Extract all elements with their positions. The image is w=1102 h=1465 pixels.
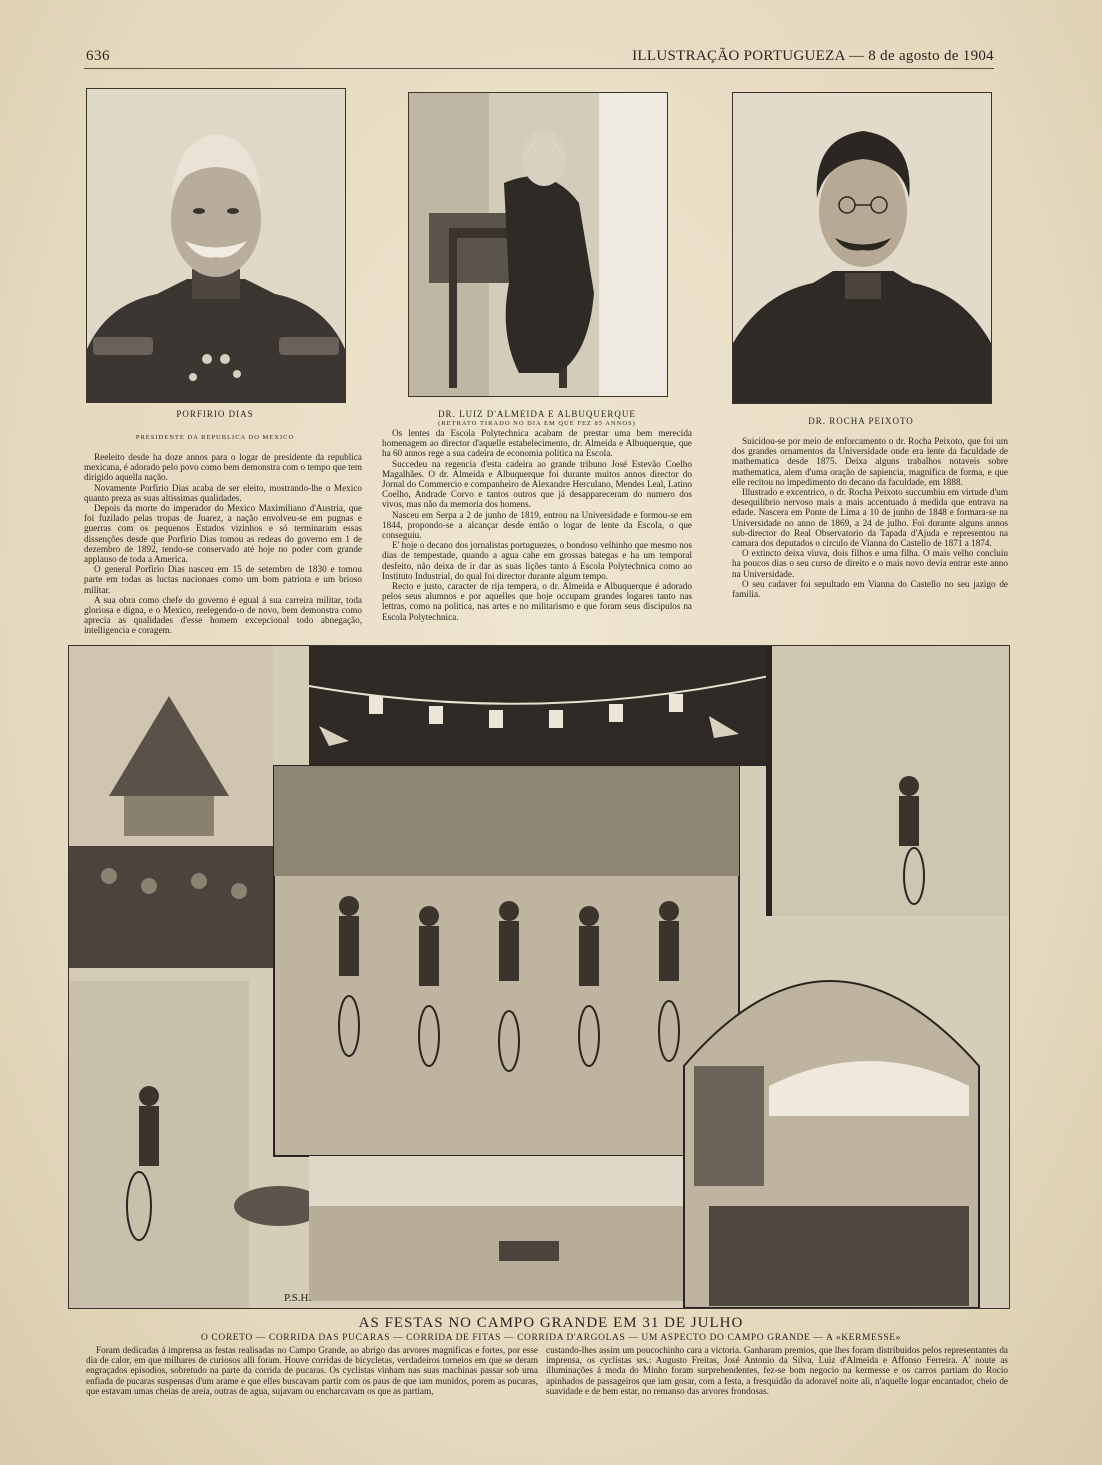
caption-rocha-peixoto: DR. ROCHA PEIXOTO (808, 416, 914, 426)
article-porfirio-dias (84, 452, 362, 636)
cyclists-panel (274, 766, 739, 1156)
portrait-rocha-peixoto (732, 92, 992, 404)
paragraph: O general Porfirio Dias nasceu em 15 de setembro de 1830 e tomou parte em todas as luctas nacionaes como um bom patriota e um brioso militar. (84, 564, 362, 595)
caption-porfirio-dias: PORFIRIO DIAS (176, 409, 254, 419)
subcaption-luiz-almeida: (RETRATO TIRADO NO DIA EM QUE FEZ 85 ANNOS) (438, 420, 636, 427)
paragraph: Depois da morte do imperador do Mexico Maximiliano d'Austria, que foi fuzilado pelas tropas de Juarez, a nação envolveu-se em pugnas e guerras com os pequenos Estados vizinhos e só terminaram essas dissenções desde que Porfirio Dias tomou as redeas do governo em 1 de dezembro de 1892, tendo-se conservado até hoje no poder com grande applauso de toda a America. (84, 503, 362, 565)
paragraph: O seu cadaver foi sepultado em Vianna do Castello no seu jazigo de familia. (732, 578, 1008, 600)
subcaption-porfirio-dias: PRESIDENTE DA REPUBLICA DO MEXICO (135, 434, 295, 441)
paragraph: Reeleito desde ha doze annos para o logar de presidente da republica mexicana, é adorado pelo povo como bem demonstra com o tempo que tem dirigido aquella nação. (84, 452, 362, 483)
portrait-engraving (733, 93, 991, 403)
lanterns-strip (309, 646, 769, 766)
paragraph: Illustrado e excentrico, o dr. Rocha Peixoto succumbiu em virtude d'um desequilibrio nervoso mais a mais accentuado á medida que entrava na edade. Nascera em Ponte de Lima a 10 de junho de 1848 e formara-se na Universidade no anno de 1869, a 24 de julho. Foi durante alguns annos sub-director do Real Observatorio da Tapada d'Ajuda e representou na camara dos deputados o circulo de Vianna do Castello de 1871 a 1874. (732, 487, 1008, 549)
bandstand-panel (69, 646, 274, 968)
campo-grande-illustration (68, 645, 1010, 1309)
article-rocha-peixoto (732, 436, 1008, 599)
portrait-engraving (87, 89, 345, 402)
kermesse-panel (684, 981, 979, 1308)
paragraph: custando-lhes assim um poucochinho cara a victoria. Ganharam premios, que lhes foram distribuidos pelos representantes da imprensa, os cyclistas srs.: Augusto Freitas, José Antonio da Silva, Luiz d'Almeida e Affonso Ferreira. A' noute as illuminações á moda do Minho foram surprehendentes, fez-se bom negocio na kermesse e os carros partiam do Rocio apinhados de passageiros que iam gosar, com a festa, a fresquidão da adoravel noite ali, n'aquelle logar encantador, cheio de suavidade e de bem estar, no remanso das arvores frondosas. (546, 1345, 1008, 1396)
illustration-drawing (69, 646, 1009, 1308)
page-number: 636 (86, 48, 110, 64)
paragraph: Os lentes da Escola Polytechnica acabam de prestar uma bem merecida homenagem ao director d'aquelle estabelecimento, dr. Almeida e Albuquerque, que ha 60 annos rege a sua cadeira de economia politica na Escola. (382, 428, 692, 459)
masthead: ILLUSTRAÇÃO PORTUGUEZA — 8 de agosto de 1904 (632, 48, 994, 64)
paragraph: Suicidou-se por meio de enforcamento o dr. Rocha Peixoto, que foi um dos grandes ornamentos da Universidade onde era lente da faculdade de mathematica desde 1875. Deixa alguns trabalhos notaveis sobre mathematica, alem d'uma oração de sapiencia, magnifica de forma, e que elle recitou no impedimento do decano da faculdade, em 1888. (732, 436, 1008, 487)
header-rule (84, 68, 994, 69)
feature-text-left (86, 1345, 538, 1396)
paragraph: Novamente Porfirio Dias acaba de ser eleito, mostrando-lhe o Mexico quanto preza as suas altissimas qualidades. (84, 482, 362, 503)
ring-race-panel (769, 646, 1009, 916)
paragraph: Succedeu na regencia d'esta cadeira ao grande tribuno José Estevão Coelho Magalhães. O dr. Almeida e Albuquerque foi durante muitos annos director do Jornal do Commercio e companheiro de Alexandre Herculano, Mendes Leal, Latino Coelho, Andrade Corvo e tantos outros que já desappareceram do numero dos vivos, mas não da memoria dos homens. (382, 458, 692, 510)
paragraph: E' hoje o decano dos jornalistas portuguezes, o bondoso velhinho que mesmo nos dias de tempestade, quando a agua cahe em grossas bategas e ha um temporal desfeito, não deixa de ir dar as suas lições tanto á Escola Polytechnica como ao Instituto Industrial, do qual foi director durante algum tempo. (382, 540, 692, 581)
portrait-photograph (409, 93, 667, 396)
portrait-luiz-almeida (408, 92, 668, 397)
paragraph: Recto e justo, caracter de rija tempera, o dr. Almeida e Albuquerque é adorado pelos seus alumnos e por aquelles que hoje occupam grandes logares tanto nas lettras, como na politica, nas artes e no militarismo e que foram seus discipulos na Escola Polytechnica. (382, 581, 692, 622)
campo-grande-view-panel (309, 1156, 684, 1301)
artist-signature: P.S.H. (284, 1292, 312, 1304)
article-luiz-almeida (382, 428, 692, 622)
caption-luiz-almeida: DR. LUIZ D'ALMEIDA E ALBUQUERQUE (438, 409, 636, 419)
paragraph: O extincto deixa viuva, dois filhos e uma filha. O mais velho concluiu ha poucos dias o seu curso de direito e o mais novo devia entrar este anno na Universidade. (732, 548, 1008, 579)
feature-subtitle: O CORETO — CORRIDA DAS PUCARAS — CORRIDA DE FITAS — CORRIDA D'ARGOLAS — UM ASPECTO DO CAMPO GRANDE — A «KERMESSE» (201, 1333, 901, 1343)
portrait-porfirio-dias (86, 88, 346, 403)
feature-title: AS FESTAS NO CAMPO GRANDE EM 31 DE JULHO (358, 1315, 744, 1331)
paragraph: A sua obra como chefe do governo é egual á sua carreira militar, toda gloriosa e digna, e o Mexico, reelegendo-o de novo, bem demonstra como aprecia as qualidades d'esse homem excepcional todo abnegação, intelligencia e coragem. (84, 594, 362, 636)
feature-text-right (546, 1345, 1008, 1396)
paragraph: Foram dedicadas á imprensa as festas realisadas no Campo Grande, ao abrigo das arvores magnificas e fortes, por esse dia de calor, em que milhares de curiosos alli foram. Houve corridas de bicycletas, verdadeiros torneios em que se deram engraçados episodios, sobretudo na parte da corrida de pucaras. Os cyclistas vinham nas suas machinas passar sob uma enfiada de pucaras suspensas d'um arame e que elles buscavam partir com os paus de que iam munidos, porem as pucaras, que estavam umas cheias de areia, outras de agua, sujavam ou encharcavam os que as partiam, (86, 1345, 538, 1396)
paragraph: Nasceu em Serpa a 2 de junho de 1819, entrou na Universidade e formou-se em 1844, propondo-se a alcançar desde então o logar de lente da Escola, o que conseguiu. (382, 509, 692, 541)
